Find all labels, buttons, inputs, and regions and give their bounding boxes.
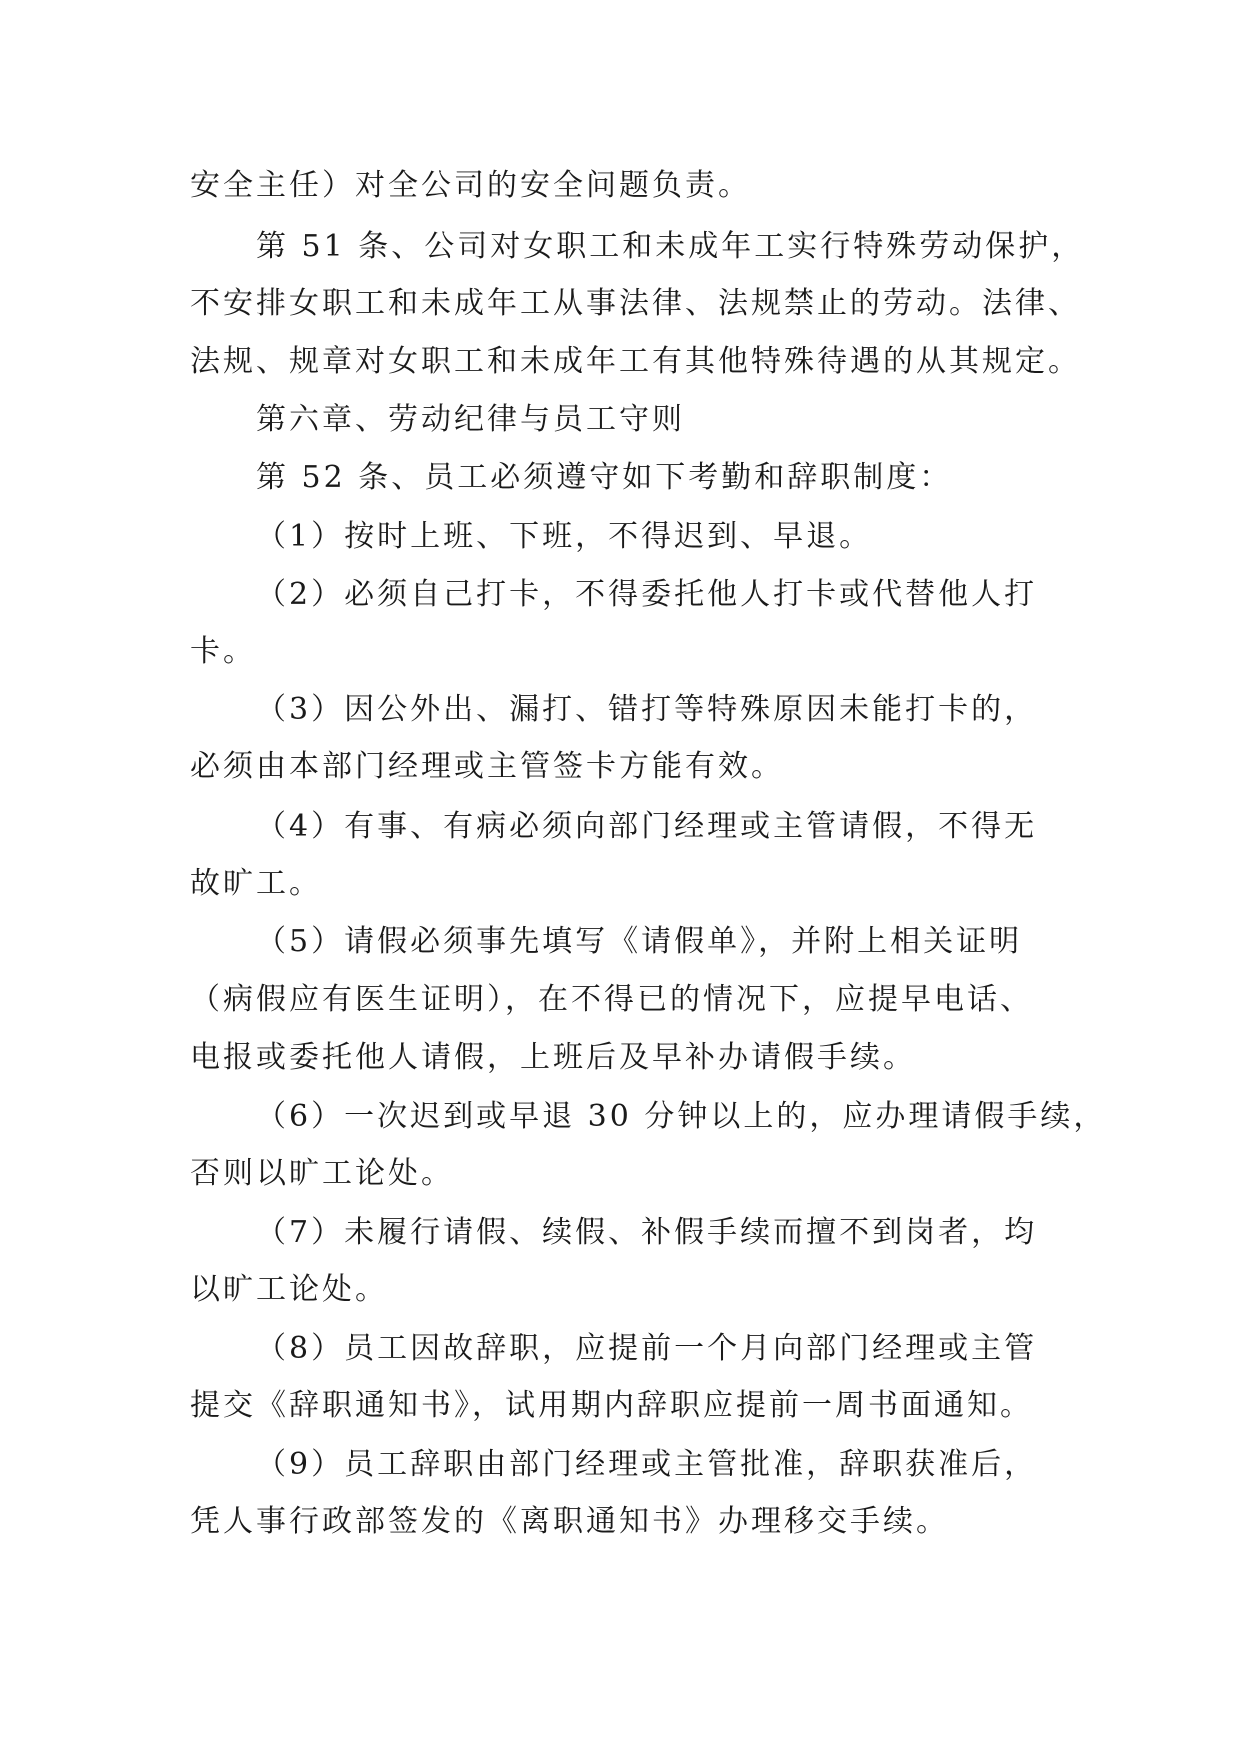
paragraph-line: 以旷工论处。 — [190, 1272, 388, 1307]
paragraph-line: 必须由本部门经理或主管签卡方能有效。 — [190, 749, 784, 784]
paragraph-line: 卡。 — [190, 634, 256, 669]
paragraph-line: 电报或委托他人请假，上班后及早补办请假手续。 — [190, 1040, 916, 1075]
paragraph-line: 不安排女职工和未成年工从事法律、法规禁止的劳动。法律、 — [190, 286, 1081, 321]
item-8-line: （8）员工因故辞职，应提前一个月向部门经理或主管 — [256, 1331, 1038, 1366]
item-9-line: （9）员工辞职由部门经理或主管批准，辞职获准后， — [256, 1447, 1038, 1482]
paragraph-line: 否则以旷工论处。 — [190, 1156, 454, 1191]
item-4-line: （4）有事、有病必须向部门经理或主管请假，不得无 — [256, 809, 1038, 844]
chapter-heading: 第六章、劳动纪律与员工守则 — [256, 402, 685, 437]
item-6-line: （6）一次迟到或早退 30 分钟以上的，应办理请假手续， — [256, 1099, 1107, 1134]
paragraph-line: 法规、规章对女职工和未成年工有其他特殊待遇的从其规定。 — [190, 344, 1081, 379]
paragraph-line: 提交《辞职通知书》，试用期内辞职应提前一周书面通知。 — [190, 1388, 1033, 1423]
item-7-line: （7）未履行请假、续假、补假手续而擅不到岗者，均 — [256, 1215, 1038, 1250]
article-51-line: 第 51 条、公司对女职工和未成年工实行特殊劳动保护， — [256, 229, 1085, 264]
paragraph-line: （病假应有医生证明），在不得已的情况下，应提早电话、 — [190, 982, 1033, 1017]
paragraph-line: 凭人事行政部签发的《离职通知书》办理移交手续。 — [190, 1504, 949, 1539]
item-1-line: （1）按时上班、下班，不得迟到、早退。 — [256, 519, 873, 554]
item-2-line: （2）必须自己打卡，不得委托他人打卡或代替他人打 — [256, 577, 1038, 612]
item-5-line: （5）请假必须事先填写《请假单》，并附上相关证明 — [256, 924, 1023, 959]
paragraph-line: 安全主任）对全公司的安全问题负责。 — [190, 168, 751, 203]
paragraph-line: 故旷工。 — [190, 866, 322, 901]
item-3-line: （3）因公外出、漏打、错打等特殊原因未能打卡的， — [256, 692, 1038, 727]
article-52-line: 第 52 条、员工必须遵守如下考勤和辞职制度： — [256, 460, 953, 495]
